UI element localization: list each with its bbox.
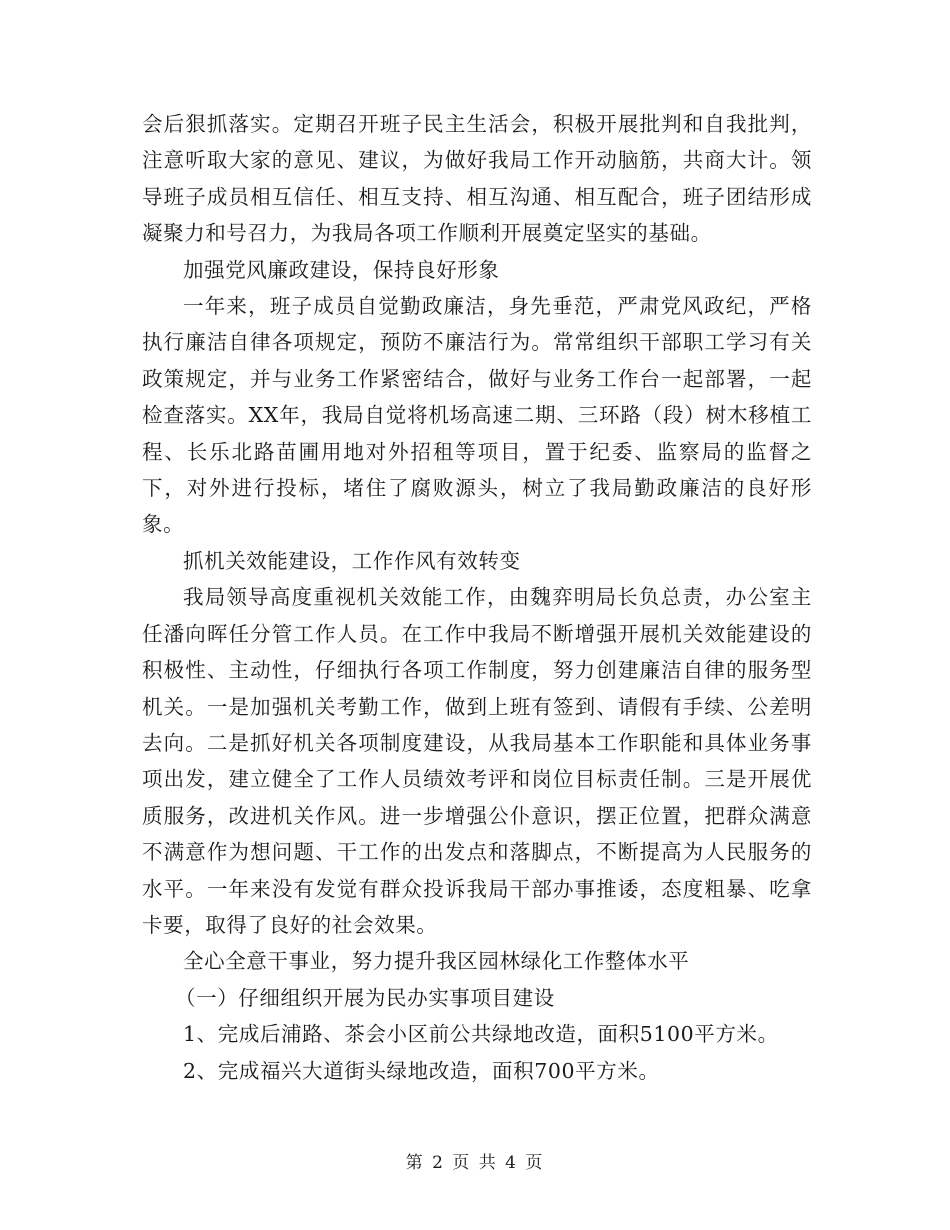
page-number-footer: 第 2 页 共 4 页 [405, 1153, 545, 1173]
paragraph-party-integrity: 一年来，班子成员自觉勤政廉洁，身先垂范，严肃党风政纪，严格执行廉洁自律各项规定，预防不廉洁行为。常常组织干部职工学习有关政策规定，并与业务工作紧密结合，做好与业务工作台一起部署，一起检查落实。XX年，我局自觉将机场高速二期、三环路（段）树木移植工程、长乐北路苗圃用地对外招租等项目，置于纪委、监察局的监督之下，对外进行投标，堵住了腐败源头，树立了我局勤政廉洁的良好形象。 [142, 294, 812, 537]
heading-greening-work: 全心全意干事业，努力提升我区园林绿化工作整体水平 [183, 949, 690, 974]
heading-efficiency-building: 抓机关效能建设，工作作风有效转变 [183, 548, 521, 573]
document-body [142, 106, 812, 1089]
list-item-project-2: 2、完成福兴大道街头绿地改造，面积700平方米。 [183, 1058, 660, 1083]
subheading-public-projects: （一）仔细组织开展为民办实事项目建设 [175, 985, 555, 1010]
list-item-project-1: 1、完成后浦路、茶会小区前公共绿地改造，面积5100平方米。 [183, 1022, 779, 1047]
paragraph-efficiency-building: 我局领导高度重视机关效能工作，由魏弈明局长负总责，办公室主任潘向晖任分管工作人员。在工作中我局不断增强开展机关效能建设的积极性、主动性，仔细执行各项工作制度，努力创建廉洁自律的服务型机关。一是加强机关考勤工作，做到上班有签到、请假有手续、公差明去向。二是抓好机关各项制度建设，从我局基本工作职能和具体业务事项出发，建立健全了工作人员绩效考评和岗位目标责任制。三是开展优质服务，改进机关作风。进一步增强公仆意识，摆正位置，把群众满意不满意作为想问题、干工作的出发点和落脚点，不断提高为人民服务的水平。一年来没有发觉有群众投诉我局干部办事推诿，态度粗暴、吃拿卡要，取得了良好的社会效果。 [142, 585, 812, 937]
heading-party-integrity: 加强党风廉政建设，保持良好形象 [183, 257, 500, 282]
paragraph-leadership-unity: 会后狠抓落实。定期召开班子民主生活会，积极开展批判和自我批判，注意听取大家的意见、建议，为做好我局工作开动脑筋，共商大计。领导班子成员相互信任、相互支持、相互沟通、相互配合，班子团结形成凝聚力和号召力，为我局各项工作顺利开展奠定坚实的基础。 [142, 112, 812, 246]
